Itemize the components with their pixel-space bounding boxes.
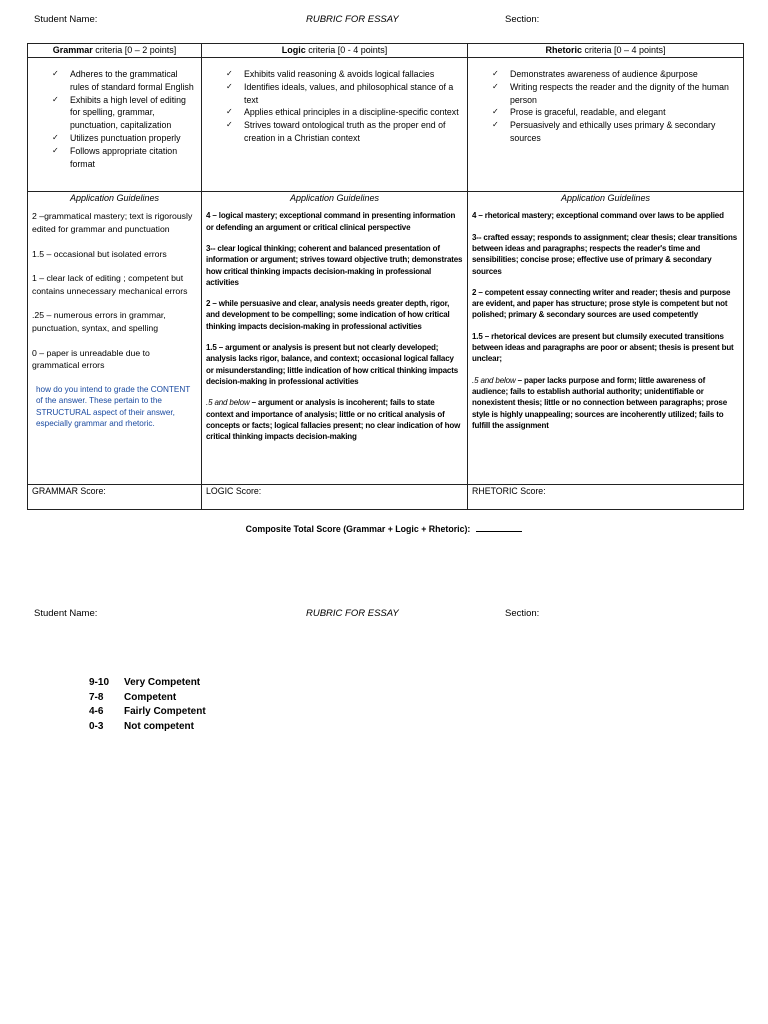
logic-header: Logic criteria [0 - 4 points] [202, 44, 468, 58]
criteria-item [492, 106, 739, 119]
checkmark-icon: ✓ [226, 81, 233, 91]
guidelines-heading: Application Guidelines [289, 193, 380, 203]
competence-scale [89, 676, 206, 734]
scale-range: 7-8 [89, 691, 104, 703]
scale-range: 0-3 [89, 720, 104, 732]
criteria-item [492, 119, 739, 145]
checkmark-icon: ✓ [492, 107, 499, 117]
section-label: Section: [505, 608, 540, 619]
guideline-item [472, 287, 739, 321]
logic-score-field[interactable]: LOGIC Score: [202, 485, 468, 510]
scale-range: 4-6 [89, 706, 104, 718]
guideline-text: rhetorical mastery; exceptional command over laws to be applied [482, 211, 724, 221]
guideline-level: 4 – [206, 211, 217, 221]
rhetoric-guidelines-cell [468, 192, 744, 485]
guideline-level: 1.5 – [206, 343, 224, 353]
scale-range: 9-10 [89, 677, 110, 688]
scale-row [89, 676, 206, 691]
criteria-text: Strives toward ontological truth as the proper end of creation in a Christian context [244, 120, 446, 143]
criteria-text: Exhibits a high level of editing for spelling, grammar, punctuation, capitalization [70, 94, 186, 131]
scale-row [89, 705, 206, 720]
guideline-text: argument or analysis is present but not clearly developed; analysis lacks rigor, balance, and context; occasional logical fallacy or misunderstanding; little indication of how critical thinking impacts decision-making in professional activities [206, 343, 459, 386]
guideline-item [206, 243, 463, 288]
guidelines-heading: Application Guidelines [69, 193, 160, 203]
criteria-text: Writing respects the reader and the dignity of the human person [510, 81, 729, 105]
rubric-header-row [28, 44, 744, 58]
guideline-item [472, 210, 739, 221]
guideline-text: – argument or analysis is incoherent; fails to state context and importance of analysis; little or no critical analysis of concepts or facts; logical fallacies present; no clear indication of how critical thinking impacts decision-making [206, 398, 461, 442]
grammar-criteria-list [32, 68, 197, 170]
guideline-text: while persuasive and clear, analysis needs greater depth, rigor, and development to be compelling; some indication of how critical thinking impacts decision-making in professional activities [206, 299, 450, 331]
checkmark-icon: ✓ [52, 145, 59, 155]
logic-criteria-list [206, 68, 463, 145]
page-header-2 [0, 606, 768, 622]
guideline-text: – paper lacks purpose and form; little awareness of audience; fails to establish authorial authority; unidentifiable or nonexistent thesis; little or no connection between paragraphs; prose style is highly unappealing; sources are incoherently utilized; fails to fulfill the assignment [472, 375, 728, 430]
checkmark-icon: ✓ [492, 81, 499, 91]
composite-label: Composite Total Score (Grammar + Logic + Rhetoric): [245, 524, 471, 534]
checkmark-icon: ✓ [492, 120, 499, 130]
scale-label: Very Competent [124, 677, 201, 688]
criteria-item [52, 94, 197, 132]
criteria-text: Utilizes punctuation properly [70, 132, 181, 143]
criteria-text: Follows appropriate citation format [70, 145, 178, 169]
guideline-level: 1.5 – [472, 331, 490, 341]
guideline-text: logical mastery; exceptional command in presenting information or defending an argument or critical clinical perspective [206, 211, 456, 232]
section-label: Section: [505, 14, 540, 25]
rubric-table [27, 43, 744, 510]
criteria-text: Persuasively and ethically uses primary & secondary sources [510, 120, 716, 143]
score-row [28, 485, 744, 510]
guideline-item [472, 232, 739, 277]
student-name-label: Student Name: [34, 608, 98, 619]
guideline-item: 0 – paper is unreadable due to grammatical errors [32, 347, 150, 371]
page-header [0, 12, 768, 28]
checkmark-icon: ✓ [52, 69, 59, 78]
guideline-item: 1 – clear lack of editing ; competent but contains unnecessary mechanical errors [32, 273, 188, 296]
guideline-level: 2 – [472, 287, 483, 297]
guideline-item: .25 – numerous errors in grammar, punctuation, syntax, and spelling [32, 310, 166, 333]
rhetoric-header: Rhetoric criteria [0 – 4 points] [468, 44, 744, 58]
checkmark-icon: ✓ [492, 69, 499, 78]
grammar-score-field[interactable]: GRAMMAR Score: [28, 485, 202, 510]
guideline-text: rhetorical devices are present but clumsily executed transitions between ideas and paragraphs are poor or absent; thesis is present but unclear; [472, 331, 734, 364]
guideline-level: 2 – [206, 299, 217, 309]
guideline-level: .5 and below [472, 375, 516, 385]
grammar-criteria-cell [28, 58, 202, 192]
rhetoric-guidelines [472, 210, 739, 431]
checkmark-icon: ✓ [52, 94, 59, 104]
grader-note: how do you intend to grade the CONTENT of the answer. These pertain to the STRUCTURAL aspect of their answer, especially grammar and rhetoric. [36, 384, 191, 428]
criteria-text: Applies ethical principles in a discipline-specific context [244, 107, 459, 118]
guideline-item: 1.5 – occasional but isolated errors [32, 248, 167, 259]
guidelines-heading: Application Guidelines [560, 193, 651, 203]
guideline-level: 3-- [472, 232, 484, 242]
criteria-item [52, 145, 197, 171]
guideline-item [206, 342, 463, 387]
guideline-text: competent essay connecting writer and reader; thesis and purpose are evident, and paper has structure; prose style is competent but not polished; primary & secondary sources are used competently [472, 287, 731, 320]
criteria-item [492, 81, 739, 107]
criteria-text: Demonstrates awareness of audience &purpose [510, 69, 698, 79]
scale-label: Fairly Competent [124, 706, 206, 718]
guidelines-row [28, 192, 744, 485]
grammar-header: Grammar criteria [0 – 2 points] [28, 44, 202, 58]
guideline-item [472, 375, 739, 431]
rubric-title: RUBRIC FOR ESSAY [306, 608, 399, 619]
criteria-text: Identifies ideals, values, and philosophical stance of a text [244, 81, 454, 105]
checkmark-icon: ✓ [226, 120, 233, 130]
criteria-item [226, 106, 463, 119]
checkmark-icon: ✓ [226, 107, 233, 117]
guideline-item: 2 –grammatical mastery; text is rigorously edited for grammar and punctuation [32, 211, 193, 234]
guideline-item [206, 298, 463, 332]
rhetoric-criteria-cell [468, 58, 744, 192]
criteria-row [28, 58, 744, 192]
composite-blank[interactable] [476, 522, 522, 532]
guideline-item [206, 397, 463, 442]
criteria-item [52, 132, 197, 145]
criteria-item [226, 81, 463, 107]
checkmark-icon: ✓ [52, 132, 59, 142]
criteria-text: Exhibits valid reasoning & avoids logical fallacies [244, 69, 435, 79]
logic-guidelines [206, 210, 463, 442]
rubric-title: RUBRIC FOR ESSAY [306, 14, 399, 25]
criteria-text: Adheres to the grammatical rules of standard formal English [70, 69, 194, 92]
criteria-item [52, 68, 197, 94]
scale-label: Not competent [124, 720, 194, 732]
scale-row [89, 691, 206, 706]
composite-score [0, 522, 768, 534]
guideline-level: 3-- [206, 244, 218, 253]
criteria-item [226, 68, 463, 81]
checkmark-icon: ✓ [226, 69, 233, 78]
guideline-text: crafted essay; responds to assignment; clear thesis; clear transitions between ideas and paragraphs; respects the reader's time and sensibilities; concise prose; effective use of primary & secondary sources [472, 232, 738, 276]
guideline-text: clear logical thinking; coherent and balanced presentation of information or argument; strives toward objective truth; demonstrates how critical thinking impacts decision-making in professional activities [206, 244, 463, 287]
guideline-level: 4 – [472, 211, 483, 221]
criteria-item [226, 119, 463, 145]
criteria-item [492, 68, 739, 81]
guideline-level: .5 and below [206, 398, 250, 408]
logic-guidelines-cell [202, 192, 468, 485]
guideline-item [472, 331, 739, 365]
grammar-guidelines-cell [28, 192, 202, 485]
logic-criteria-cell [202, 58, 468, 192]
student-name-label: Student Name: [34, 14, 98, 25]
scale-row [89, 720, 206, 735]
grammar-guidelines [32, 210, 197, 371]
scale-label: Competent [124, 691, 177, 703]
guideline-item [206, 210, 463, 233]
criteria-text: Prose is graceful, readable, and elegant [510, 107, 666, 118]
rhetoric-score-field[interactable]: RHETORIC Score: [468, 485, 744, 510]
rhetoric-criteria-list [472, 68, 739, 145]
